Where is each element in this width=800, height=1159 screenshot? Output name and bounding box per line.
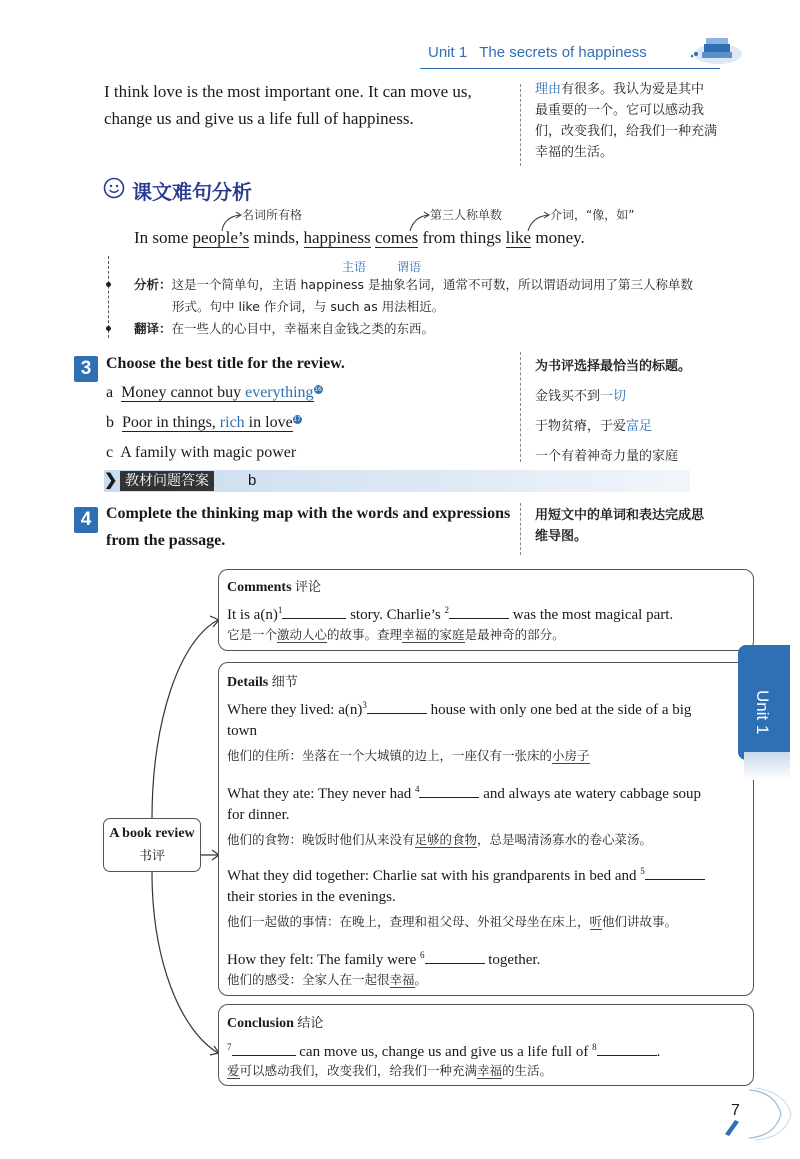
details-did-en-2: their stories in the evenings. xyxy=(227,889,396,905)
text: What they did together: Charlie sat with his grandparents in bed and xyxy=(227,868,637,884)
task4-title-cn xyxy=(535,505,704,547)
text: 的故事。查理 xyxy=(327,627,403,642)
intro-cn-line: 们，改变我们，给我们一种充满 xyxy=(535,124,718,139)
option-a[interactable] xyxy=(106,384,323,402)
cn-keyword: 激动人心 xyxy=(277,627,328,642)
text: 可以感动我们，改变我们，给我们一种充满 xyxy=(239,1063,478,1078)
text: can move us, change us and give us a life full of xyxy=(299,1044,589,1060)
answer-label: 教材问题答案 xyxy=(120,471,214,491)
blank-number: 4 xyxy=(414,784,420,794)
blank-4[interactable] xyxy=(419,783,479,798)
text: 他们的感受：全家人在一起很 xyxy=(227,972,390,987)
comments-en xyxy=(227,598,673,627)
option-cn-text: 于物贫瘠，于爱 xyxy=(535,419,627,434)
bullet-dot xyxy=(106,282,111,287)
header-rule xyxy=(420,68,720,69)
option-text: A family with magic power xyxy=(120,444,297,461)
sentence-like: like xyxy=(505,228,532,247)
cn-keyword: 爱 xyxy=(227,1063,240,1078)
page-corner-decoration xyxy=(715,1084,795,1144)
blank-6[interactable] xyxy=(425,949,485,964)
details-did-en xyxy=(227,859,747,888)
analysis-explanation xyxy=(134,274,734,340)
text: ，总是喝清汤寡水的卷心菜汤。 xyxy=(477,832,653,847)
unit-label: Unit 1 xyxy=(428,44,468,61)
intro-chinese xyxy=(535,79,735,163)
translate-text: 在一些人的心目中，幸福来自金钱之类的东西。 xyxy=(171,321,435,336)
task4-title-line: Complete the thinking map with the words and expressions xyxy=(106,505,511,522)
comments-box xyxy=(218,569,754,651)
option-a-cn xyxy=(535,385,626,404)
text: 他们的食物：晚饭时他们从来没有 xyxy=(227,832,415,847)
details-lived-en-2: town xyxy=(227,723,257,739)
text: . xyxy=(656,1044,661,1060)
blank-number: 6 xyxy=(420,950,425,960)
sentence-subject: happiness xyxy=(303,228,371,247)
details-ate-en xyxy=(227,777,737,806)
explain-text: 形式。句中 like 作介词，与 such as 用法相近。 xyxy=(172,299,445,314)
task3-title: Choose the best title for the review. xyxy=(106,355,345,372)
bullet-dot xyxy=(106,326,111,331)
blank-3[interactable] xyxy=(367,699,427,714)
blank-number: 2 xyxy=(444,605,450,615)
text: 是最神奇的部分。 xyxy=(464,627,565,642)
heading-en: Conclusion xyxy=(227,1016,294,1031)
text: 他们讲故事。 xyxy=(602,914,678,929)
sentence-predicate: comes xyxy=(374,228,419,247)
option-letter: a xyxy=(106,384,114,401)
map-root-cn: 书评 xyxy=(138,849,165,864)
intro-cn-line: 最重要的一个。它可以感动我 xyxy=(535,103,705,118)
option-cn-text: 金钱买不到 xyxy=(535,389,601,404)
sentence-people: people’s xyxy=(192,228,250,247)
annotation-possessive: 名词所有格 xyxy=(242,208,303,222)
heading-cn: 评论 xyxy=(295,580,322,595)
sentence-part: minds, xyxy=(249,228,304,247)
annotation-preposition: 介词，“像，如” xyxy=(550,208,635,222)
details-felt-en xyxy=(227,943,540,972)
conclusion-box xyxy=(218,1004,754,1086)
task-number-4: 4 xyxy=(74,507,98,533)
task4-title-line: from the passage. xyxy=(106,532,226,549)
answer-value: b xyxy=(248,472,257,489)
blank-5[interactable] xyxy=(645,865,705,880)
text: was the most magical part. xyxy=(512,607,674,623)
details-felt-cn xyxy=(227,970,427,988)
blank-number: 1 xyxy=(277,605,283,615)
intro-english xyxy=(104,78,509,132)
task4-title xyxy=(106,500,516,554)
text: It is a(n) xyxy=(227,607,278,623)
intro-line: I think love is the most important one. It can move us, xyxy=(104,82,472,101)
text: and always ate watery cabbage soup xyxy=(483,786,702,802)
conclusion-en xyxy=(227,1035,660,1064)
smiley-icon xyxy=(103,177,125,199)
annotation-third-person: 第三人称单数 xyxy=(430,208,503,222)
map-root-node xyxy=(103,818,201,872)
sentence-part: money. xyxy=(531,228,585,247)
task4-title-cn-line: 用短文中的单词和表达完成思 xyxy=(535,508,705,523)
cn-keyword: 幸福 xyxy=(389,972,415,987)
page-number: 7 xyxy=(731,1102,740,1119)
conclusion-heading xyxy=(227,1012,323,1032)
comments-heading xyxy=(227,576,321,596)
text: What they ate: They never had xyxy=(227,786,412,802)
option-cn-keyword: 一切 xyxy=(600,389,627,404)
text: house with only one bed at the side of a big xyxy=(430,702,692,718)
intro-cn-highlight: 理由 xyxy=(535,82,562,97)
option-b-cn xyxy=(535,415,652,434)
task-number-3: 3 xyxy=(74,356,98,382)
details-heading xyxy=(227,671,298,691)
intro-cn-line: 幸福的生活。 xyxy=(535,145,614,160)
explain-label: 分析： xyxy=(134,277,172,292)
blank-1[interactable] xyxy=(282,604,346,619)
task4-title-cn-line: 维导图。 xyxy=(535,529,588,544)
option-keyword: everything xyxy=(245,384,314,401)
note-17-icon: 17 xyxy=(293,415,301,423)
sentence-part: from things xyxy=(418,228,506,247)
text: How they felt: The family were xyxy=(227,952,417,968)
details-ate-en-2: for dinner. xyxy=(227,807,290,823)
side-tab-shadow xyxy=(744,752,790,780)
divider xyxy=(520,503,521,555)
details-lived-cn xyxy=(227,746,590,764)
unit-title: The secrets of happiness xyxy=(479,44,647,61)
heading-cn: 细节 xyxy=(271,675,298,690)
details-box xyxy=(218,662,754,996)
option-letter: b xyxy=(106,414,114,431)
details-lived-en xyxy=(227,693,737,722)
text: 他们的住所：坐落在一个大城镇的边上，一座仅有一张床的 xyxy=(227,748,553,763)
option-keyword: rich xyxy=(219,414,245,431)
cn-keyword: 幸福 xyxy=(477,1063,503,1078)
option-c-cn: 一个有着神奇力量的家庭 xyxy=(535,449,679,464)
text: story. Charlie’s xyxy=(350,607,441,623)
task3-title-cn: 为书评选择最恰当的标题。 xyxy=(535,359,692,374)
divider xyxy=(520,84,521,166)
blank-number: 3 xyxy=(362,700,367,710)
blank-7[interactable] xyxy=(232,1041,296,1056)
option-b[interactable] xyxy=(106,414,302,432)
text: 的生活。 xyxy=(502,1063,553,1078)
option-text: in love xyxy=(244,414,293,431)
cn-keyword: 听 xyxy=(589,914,603,929)
blank-number: 7 xyxy=(227,1042,232,1052)
details-ate-cn xyxy=(227,830,652,848)
text: 它是一个 xyxy=(227,627,278,642)
chevron-right-icon: ❯ xyxy=(104,472,118,489)
book-stack-icon xyxy=(688,34,742,68)
cn-keyword: 小房子 xyxy=(552,748,590,763)
intro-line: change us and give us a life full of happiness. xyxy=(104,109,414,128)
blank-8[interactable] xyxy=(597,1041,657,1056)
label-subject: 主语 xyxy=(342,260,367,274)
note-16-icon: 16 xyxy=(314,385,322,393)
option-cn-keyword: 富足 xyxy=(626,419,653,434)
blank-number: 8 xyxy=(592,1042,597,1052)
blank-2[interactable] xyxy=(449,604,509,619)
text: together. xyxy=(488,952,541,968)
label-predicate: 谓语 xyxy=(397,260,422,274)
explain-text: 这是一个简单句，主语 happiness 是抽象名词，通常不可数，所以谓语动词用了第三人称单数 xyxy=(171,277,694,292)
divider xyxy=(520,352,521,462)
analysis-sentence xyxy=(134,228,585,248)
option-text: Money cannot buy xyxy=(121,384,246,401)
unit-header xyxy=(428,44,647,61)
option-text: Poor in things, xyxy=(122,414,220,431)
comments-cn xyxy=(227,625,565,643)
blank-number: 5 xyxy=(640,866,645,876)
text: 。 xyxy=(414,972,428,987)
conclusion-cn xyxy=(227,1061,552,1079)
heading-en: Details xyxy=(227,675,269,690)
cn-keyword: 幸福的家庭 xyxy=(402,627,465,642)
option-c[interactable] xyxy=(106,444,296,462)
text: Where they lived: a(n) xyxy=(227,702,363,718)
cn-keyword: 足够的食物 xyxy=(414,832,478,847)
intro-cn-line: 有很多。我认为爱是其中 xyxy=(561,82,705,97)
details-did-cn xyxy=(227,912,677,930)
heading-cn: 结论 xyxy=(297,1016,324,1031)
sentence-part: In some xyxy=(134,228,193,247)
map-root-en: A book review xyxy=(109,826,195,841)
translate-label: 翻译： xyxy=(134,321,172,336)
section-title: 课文难句分析 xyxy=(132,180,252,204)
heading-en: Comments xyxy=(227,580,292,595)
side-tab-label: Unit 1 xyxy=(753,690,772,735)
text: 他们一起做的事情：在晚上，查理和祖父母、外祖父母坐在床上， xyxy=(227,914,590,929)
option-letter: c xyxy=(106,444,114,461)
